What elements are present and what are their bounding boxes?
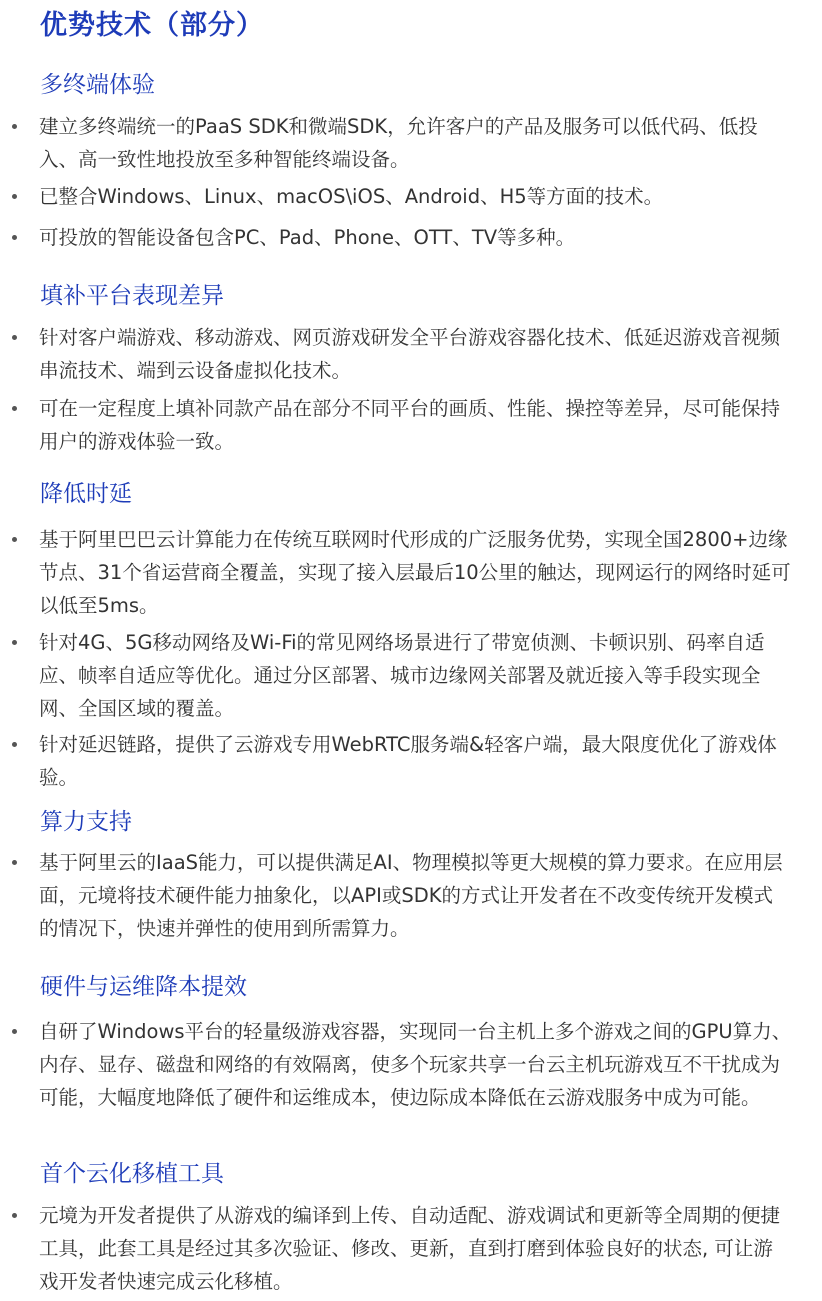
bullet-item xyxy=(12,110,792,176)
section-heading-migration-tool: 首个云化移植工具 xyxy=(40,1161,224,1187)
bullet-dot-icon xyxy=(12,537,17,542)
bullet-text: 针对4G、5G移动网络及Wi-Fi的常见网络场景进行了带宽侦测、卡顿识别、码率自适应、帧率自适应等优化。通过分区部署、城市边缘网关部署及就近接入等手段实现全网、全国区域的覆盖。 xyxy=(39,631,765,720)
bullet-item xyxy=(12,221,792,254)
bullet-dot-icon xyxy=(12,742,17,747)
page-title: 优势技术（部分） xyxy=(40,10,264,41)
bullet-dot-icon xyxy=(12,640,17,645)
bullet-item xyxy=(12,180,792,213)
section-heading-latency: 降低时延 xyxy=(40,481,132,507)
bullet-text: 可投放的智能设备包含PC、Pad、Phone、OTT、TV等多种。 xyxy=(39,226,576,249)
bullet-dot-icon xyxy=(12,406,17,411)
bullet-text: 已整合Windows、Linux、macOS\iOS、Android、H5等方面的技术。 xyxy=(39,185,664,208)
bullet-dot-icon xyxy=(12,1029,17,1034)
section-heading-hardware-ops: 硬件与运维降本提效 xyxy=(40,974,247,1000)
bullet-text: 建立多终端统一的PaaS SDK和微端SDK，允许客户的产品及服务可以低代码、低投入、高一致性地投放至多种智能终端设备。 xyxy=(39,115,758,171)
bullet-dot-icon xyxy=(12,194,17,199)
bullet-text: 基于阿里云的IaaS能力，可以提供满足AI、物理模拟等更大规模的算力要求。在应用层面，元境将技术硬件能力抽象化，以API或SDK的方式让开发者在不改变传统开发模式的情况下，快速并弹性的使用到所需算力。 xyxy=(39,851,783,940)
section-heading-computing: 算力支持 xyxy=(40,809,132,835)
bullet-text: 基于阿里巴巴云计算能力在传统互联网时代形成的广泛服务优势，实现全国2800+边缘节点、31个省运营商全覆盖，实现了接入层最后10公里的触达，现网运行的网络时延可以低至5ms。 xyxy=(39,528,791,617)
bullet-item xyxy=(12,392,792,458)
bullet-dot-icon xyxy=(12,124,17,129)
bullet-dot-icon xyxy=(12,335,17,340)
bullet-text: 针对延迟链路，提供了云游戏专用WebRTC服务端&轻客户端，最大限度优化了游戏体验。 xyxy=(39,733,777,789)
bullet-item xyxy=(12,1199,792,1298)
bullet-text: 自研了Windows平台的轻量级游戏容器，实现同一台主机上多个游戏之间的GPU算力、内存、显存、磁盘和网络的有效隔离，使多个玩家共享一台云主机玩游戏互不干扰成为可能，大幅度地降低了硬件和运维成本，使边际成本降低在云游戏服务中成为可能。 xyxy=(39,1020,792,1109)
section-heading-platform-gap: 填补平台表现差异 xyxy=(40,283,224,309)
bullet-text: 针对客户端游戏、移动游戏、网页游戏研发全平台游戏容器化技术、低延迟游戏音视频串流技术、端到云设备虚拟化技术。 xyxy=(39,326,781,382)
bullet-item xyxy=(12,1015,792,1114)
bullet-item xyxy=(12,728,792,794)
bullet-text: 可在一定程度上填补同款产品在部分不同平台的画质、性能、操控等差异，尽可能保持用户的游戏体验一致。 xyxy=(39,397,781,453)
bullet-item xyxy=(12,523,792,622)
section-heading-multi-terminal: 多终端体验 xyxy=(40,72,155,98)
bullet-text: 元境为开发者提供了从游戏的编译到上传、自动适配、游戏调试和更新等全周期的便捷工具，此套工具是经过其多次验证、修改、更新，直到打磨到体验良好的状态, 可让游戏开发者快速完成云化移植。 xyxy=(39,1204,781,1293)
bullet-dot-icon xyxy=(12,1213,17,1218)
bullet-dot-icon xyxy=(12,235,17,240)
bullet-dot-icon xyxy=(12,860,17,865)
bullet-item xyxy=(12,846,792,945)
bullet-item xyxy=(12,321,792,387)
bullet-item xyxy=(12,626,792,725)
